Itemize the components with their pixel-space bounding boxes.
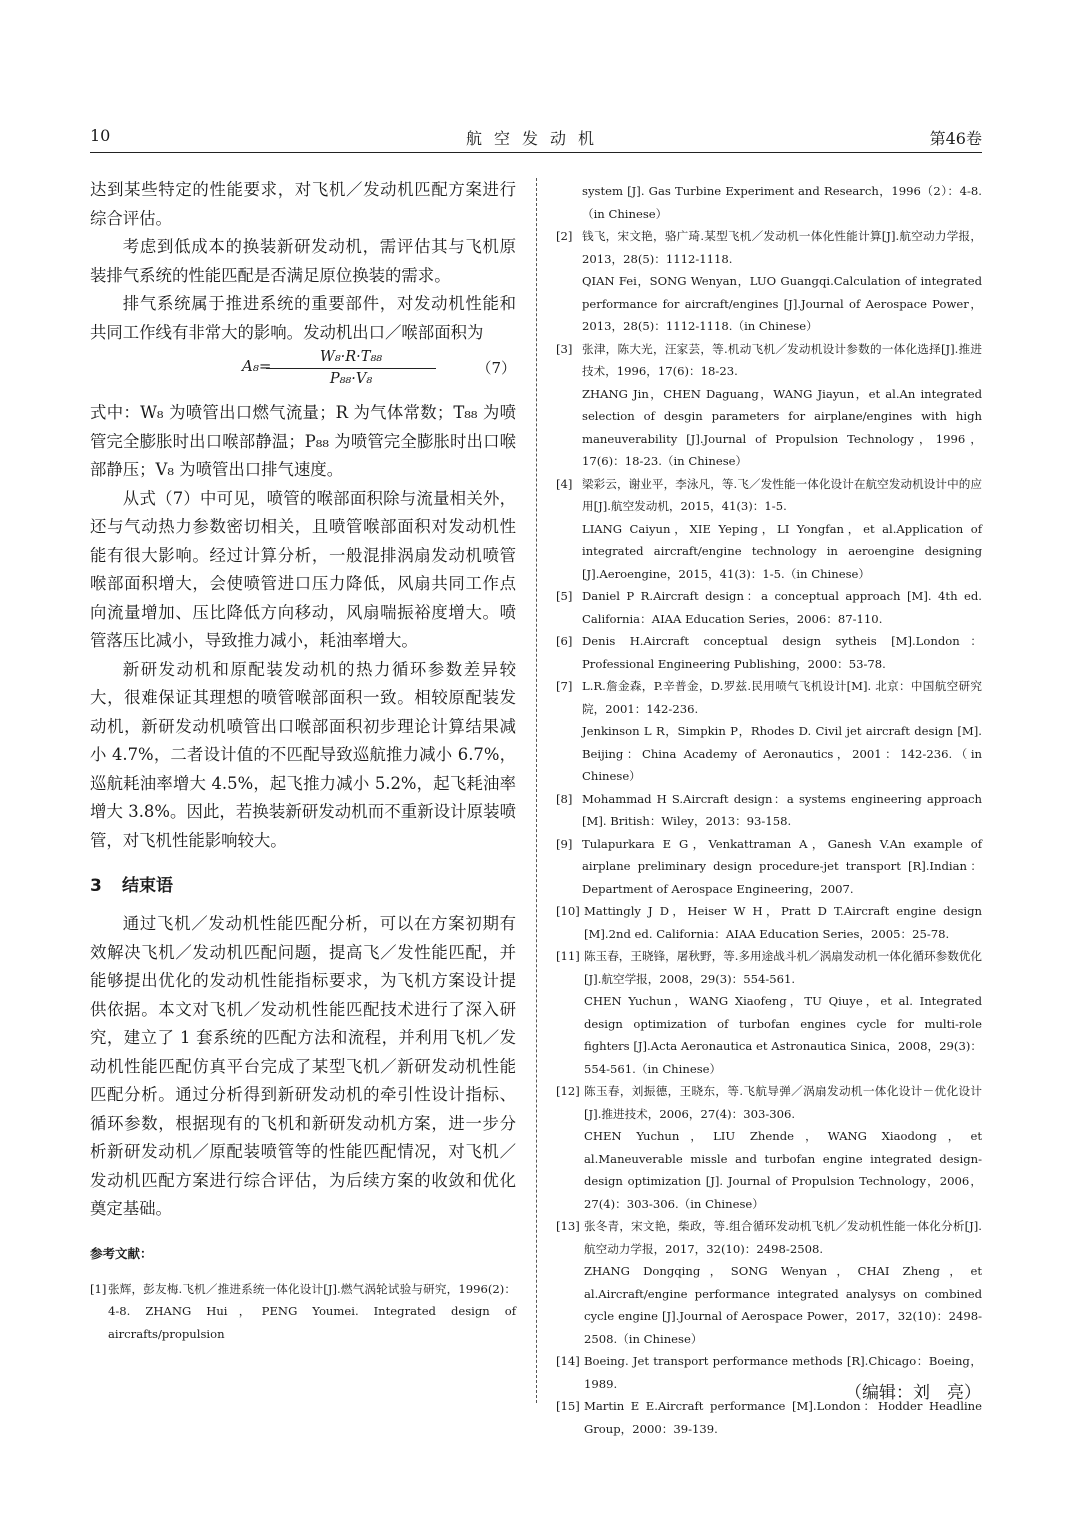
reference-number: [7] xyxy=(556,679,573,693)
reference-number: [11] xyxy=(556,949,580,963)
reference-number: [13] xyxy=(556,1219,580,1233)
reference-en: Mohammad H S.Aircraft design：a systems engineering approach [M]. British：Wiley，2013：93-158. xyxy=(582,791,982,828)
reference-number: [4] xyxy=(556,476,573,491)
reference-1 xyxy=(90,1278,516,1346)
reference-item xyxy=(556,833,982,901)
paragraph-4: 式中：W₈ 为喷管出口燃气流量；R 为气体常数；T₈₈ 为喷管完全膨胀时出口喉部静温；P₈₈ 为喷管完全膨胀时出口喉部静压；V₈ 为喷管出口排气速度。 xyxy=(90,403,516,479)
references-heading: 参考文献： xyxy=(90,1245,153,1261)
paragraph-5: 从式（7）中可见，喷管的喉部面积除与流量相关外，还与气动热力参数密切相关，且喷管喉部面积对发动机性能有很大影响。经过计算分析，一般混排涡扇发动机喷管喉部面积增大，会使喷管进口压力降低，风扇共同工作点向流量增加、压比降低方向移动，风扇喘振裕度增大。喷管落压比减小，导致推力减小，耗油率增大。 xyxy=(90,488,516,650)
reference-number: [10] xyxy=(556,904,580,918)
reference-number: [2] xyxy=(556,229,573,243)
reference-en: Denis H.Aircraft conceptual design sytheis [M].London：Professional Engineering Publishing，2000：53-78. xyxy=(582,634,982,671)
reference-en: Boeing. Jet transport performance methods [R].Chicago：Boeing，1989. xyxy=(584,1354,982,1391)
reference-number: [14] xyxy=(556,1354,580,1368)
reference-en: ZHANG Jin，CHEN Daguang，WANG Jiayun，et al.An integrated selection of desgin parameters for airplane/engines with high maneuverability [J].Journal of Propulsion Technology，1996，17(6)：18-23.（in Chinese） xyxy=(582,386,982,468)
reference-en: Daniel P R.Aircraft design：a conceptual approach [M]. 4th ed. California：AIAA Education Series，2006：87-110. xyxy=(582,589,982,626)
reference-number: [5] xyxy=(556,589,573,603)
running-header xyxy=(90,126,982,150)
paragraph-3: 排气系统属于推进系统的重要部件，对发动机性能和共同工作线有非常大的影响。发动机出口／喉部面积为 xyxy=(90,294,516,342)
reference-item xyxy=(556,788,982,833)
journal-title: 航空发动机 xyxy=(465,129,606,148)
equation-fraction xyxy=(266,347,436,389)
reference-cn: 陈玉春，刘振德，王晓东，等.飞航导弹／涡扇发动机一体化设计－优化设计[J].推进技术，2006，27(4)：303-306. xyxy=(584,1084,982,1121)
equation-7 xyxy=(90,347,516,399)
reference-en: QIAN Fei，SONG Wenyan，LUO Guangqi.Calculation of integrated performance for aircraft/engines [J].Journal of Aerospace Power，2013，28(5)：1112-1118.（in Chinese） xyxy=(582,274,982,333)
reference-en: CHEN Yuchun，WANG Xiaofeng，TU Qiuye，et al. Integrated design optimization of turbofan engines cycle for multi-role fighters [J].Acta Aeronautica et Astronautica Sinica，2008，29(3)：554-561.（in Chinese） xyxy=(584,994,982,1076)
reference-en: ZHANG Hui，PENG Youmei. Integrated design of aircrafts/propulsion xyxy=(108,1304,517,1341)
reference-number: [3] xyxy=(556,341,573,356)
reference-en: Mattingly J D，Heiser W H，Pratt D T.Aircraft engine design [M].2nd ed. California：AIAA Education Series，2005：25-78. xyxy=(584,904,982,941)
reference-item xyxy=(556,900,982,945)
reference-item xyxy=(556,675,982,788)
reference-en: ZHANG Dongqing，SONG Wenyan，CHAI Zheng，et al.Aircraft/engine performance integrated analysys on combined cycle engine [J].Journal of Aerospace Power，2017，32(10)：2498-2508.（in Chinese） xyxy=(584,1264,982,1346)
reference-cn: 张辉，彭友梅.飞机／推进系统一体化设计[J].燃气涡轮试验与研究，1996(2)：4-8. xyxy=(108,1281,516,1318)
reference-item xyxy=(556,1215,982,1350)
right-column xyxy=(556,180,982,1440)
volume-label: 第46卷 xyxy=(929,129,982,148)
editor-credit: （编辑：刘 亮） xyxy=(845,1383,981,1403)
reference-cn: 张冬青，宋文艳，柴政，等.组合循环发动机飞机／发动机性能一体化分析[J].航空动力学报，2017，32(10)：2498-2508. xyxy=(584,1219,982,1256)
reference-item xyxy=(556,630,982,675)
reference-number: [9] xyxy=(556,836,573,851)
equation-number: （7） xyxy=(476,359,516,377)
reference-en: LIANG Caiyun，XIE Yeping，LI Yongfan，et al.Application of integrated aircraft/engine technology in aeroengine designing [J].Aeroengine，2015，41(3)：1-5.（in Chinese） xyxy=(582,521,982,581)
reference-number: [12] xyxy=(556,1084,580,1098)
section-heading xyxy=(90,871,516,896)
reference-en: CHEN Yuchun，LIU Zhende，WANG Xiaodong，et al.Maneuverable missle and turbofan engine integrated design-design optimization [J]. Journal of Propulsion Technology，2006，27(4)：303-306.（in Chinese） xyxy=(584,1129,982,1211)
paragraph-2: 考虑到低成本的换装新研发动机，需评估其与飞机原装排气系统的性能匹配是否满足原位换装的需求。 xyxy=(90,237,516,285)
reference-cn: 梁彩云，谢业平，李泳凡，等.飞／发性能一体化设计在航空发动机设计中的应用[J].航空发动机，2015，41(3)：1-5. xyxy=(582,476,982,513)
equation-denominator: P₈₈·V₈ xyxy=(329,371,373,387)
reference-en: Martin E E.Aircraft performance [M].London：Hodder Headline Group，2000：39-139. xyxy=(584,1399,982,1436)
reference-number: [15] xyxy=(556,1399,580,1413)
reference-item xyxy=(556,338,982,473)
paragraph-6: 新研发动机和原配装发动机的热力循环参数差异较大，很难保证其理想的喷管喉部面积一致。相较原配装发动机，新研发动机喷管出口喉部面积初步理论计算结果减小 4.7%，二者设计值的不匹配导致巡航推力减小 6.7%，巡航耗油率增大 4.5%，起飞推力减小 5.2%，起飞耗油率增大 3.8%。因此，若换装新研发动机而不重新设计原装喷管，对飞机性能影响较大。 xyxy=(90,659,516,850)
page-number: 10 xyxy=(90,126,111,145)
header-rule xyxy=(90,152,982,153)
reference-en: system [J]. Gas Turbine Experiment and Research，1996（2）：4-8.（in Chinese） xyxy=(582,184,982,221)
reference-cn: 陈玉春，王晓锋，屠秋野，等.多用途战斗机／涡扇发动机一体化循环参数优化[J].航空学报，2008，29(3)：554-561. xyxy=(584,949,982,986)
section-number: 3 xyxy=(90,876,102,896)
reference-item xyxy=(556,473,982,586)
reference-en: Tulapurkara E G，Venkattraman A，Ganesh V.An example of airplane preliminary design procedure-jet transport [R].Indian：Department of Aerospace Engineering，2007. xyxy=(582,836,982,896)
reference-1-continued xyxy=(556,180,982,225)
reference-item xyxy=(556,225,982,338)
reference-item xyxy=(556,945,982,1080)
section-title: 结束语 xyxy=(122,876,173,896)
reference-cn: 钱飞，宋文艳，骆广琦.某型飞机／发动机一体化性能计算[J].航空动力学报，2013，28(5)：1112-1118. xyxy=(582,229,982,266)
reference-cn: L.R.詹金森，P.辛普金，D.罗兹.民用喷气飞机设计[M]. 北京：中国航空研究院，2001：142-236. xyxy=(582,679,982,716)
equation-lhs: A₈= xyxy=(242,357,272,375)
paragraph-7: 通过飞机／发动机性能匹配分析，可以在方案初期有效解决飞机／发动机匹配问题，提高飞／发性能匹配，并能够提出优化的发动机性能指标要求，为飞机方案设计提供依据。本文对飞机／发动机性能匹配技术进行了深入研究，建立了 1 套系统的匹配方法和流程，并利用飞机／发动机性能匹配仿真平台完成了某型飞机／新研发动机性能匹配分析。通过分析得到新研发动机的牵引性设计指标、循环参数，根据现有的飞机和新研发动机方案，进一步分析新研发动机／原配装喷管等的性能匹配情况，对飞机／发动机匹配方案进行综合评估，为后续方案的收敛和优化奠定基础。 xyxy=(90,914,516,1218)
reference-item xyxy=(556,1080,982,1215)
reference-number: [8] xyxy=(556,791,573,806)
references-list xyxy=(556,225,982,1440)
paragraph-1: 达到某些特定的性能要求，对飞机／发动机匹配方案进行综合评估。 xyxy=(90,180,516,228)
reference-item xyxy=(556,585,982,630)
equation-numerator: W₈·R·T₈₈ xyxy=(266,347,436,369)
reference-cn: 张津，陈大光，汪家芸，等.机动飞机／发动机设计参数的一体化选择[J].推进技术，1996，17(6)：18-23. xyxy=(582,341,982,378)
reference-en: Jenkinson L R，Simpkin P，Rhodes D. Civil jet aircraft design [M]. Beijing：China Academy of Aeronautics，2001：142-236.（in Chinese） xyxy=(582,724,982,783)
reference-number: [1] xyxy=(90,1281,107,1296)
left-column xyxy=(90,176,516,1345)
reference-number: [6] xyxy=(556,634,573,648)
column-separator xyxy=(536,178,537,1403)
